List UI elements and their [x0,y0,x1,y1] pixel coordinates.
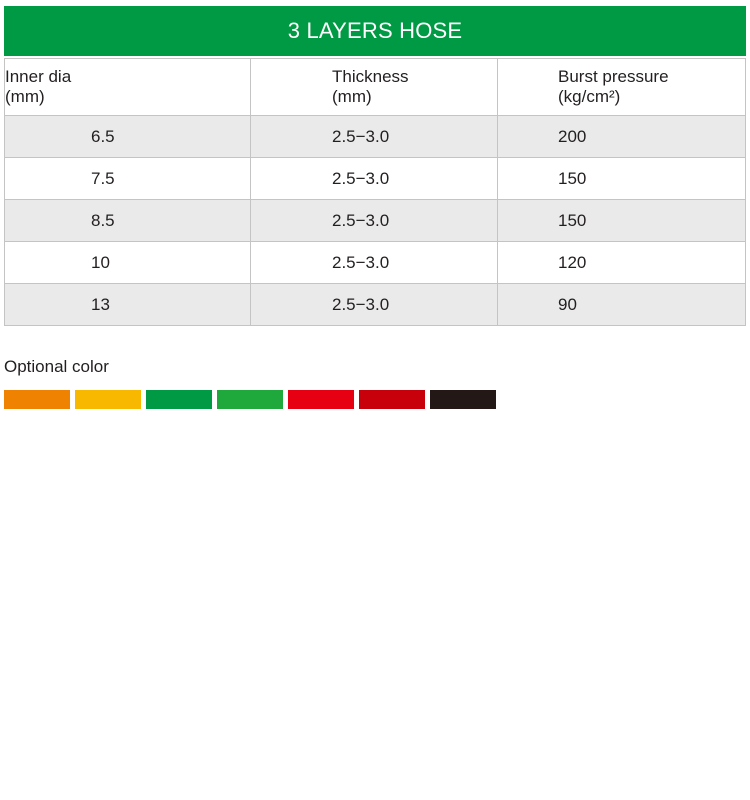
table-row [5,242,746,284]
swatch-orange [4,390,70,409]
table-row [5,158,746,200]
swatch-red [288,390,354,409]
table-title-banner [4,6,746,56]
hose-spec-table [4,58,746,326]
swatch-dark-red [359,390,425,409]
cell-inner-dia: 6.5 [5,116,251,158]
swatch-dark-green [146,390,212,409]
cell-thickness: 2.5−3.0 [251,284,498,326]
table-row [5,200,746,242]
swatch-yellow [75,390,141,409]
cell-thickness: 2.5−3.0 [251,158,498,200]
optional-color-label: Optional color [4,357,109,376]
table-header-row [5,59,746,116]
swatch-black [430,390,496,409]
cell-inner-dia: 13 [5,284,251,326]
table-row [5,284,746,326]
cell-burst-pressure: 150 [498,158,746,200]
cell-burst-pressure: 120 [498,242,746,284]
header-burst-pressure: Burst pressure (kg/cm²) [498,59,746,116]
table-row [5,116,746,158]
cell-inner-dia: 10 [5,242,251,284]
table-title: 3 LAYERS HOSE [287,18,463,43]
color-swatches [4,390,496,409]
cell-burst-pressure: 200 [498,116,746,158]
cell-inner-dia: 7.5 [5,158,251,200]
header-thickness: Thickness (mm) [251,59,498,116]
cell-thickness: 2.5−3.0 [251,242,498,284]
cell-inner-dia: 8.5 [5,200,251,242]
cell-burst-pressure: 90 [498,284,746,326]
swatch-light-green [217,390,283,409]
cell-burst-pressure: 150 [498,200,746,242]
cell-thickness: 2.5−3.0 [251,200,498,242]
cell-thickness: 2.5−3.0 [251,116,498,158]
header-inner-dia: Inner dia (mm) [5,59,251,116]
